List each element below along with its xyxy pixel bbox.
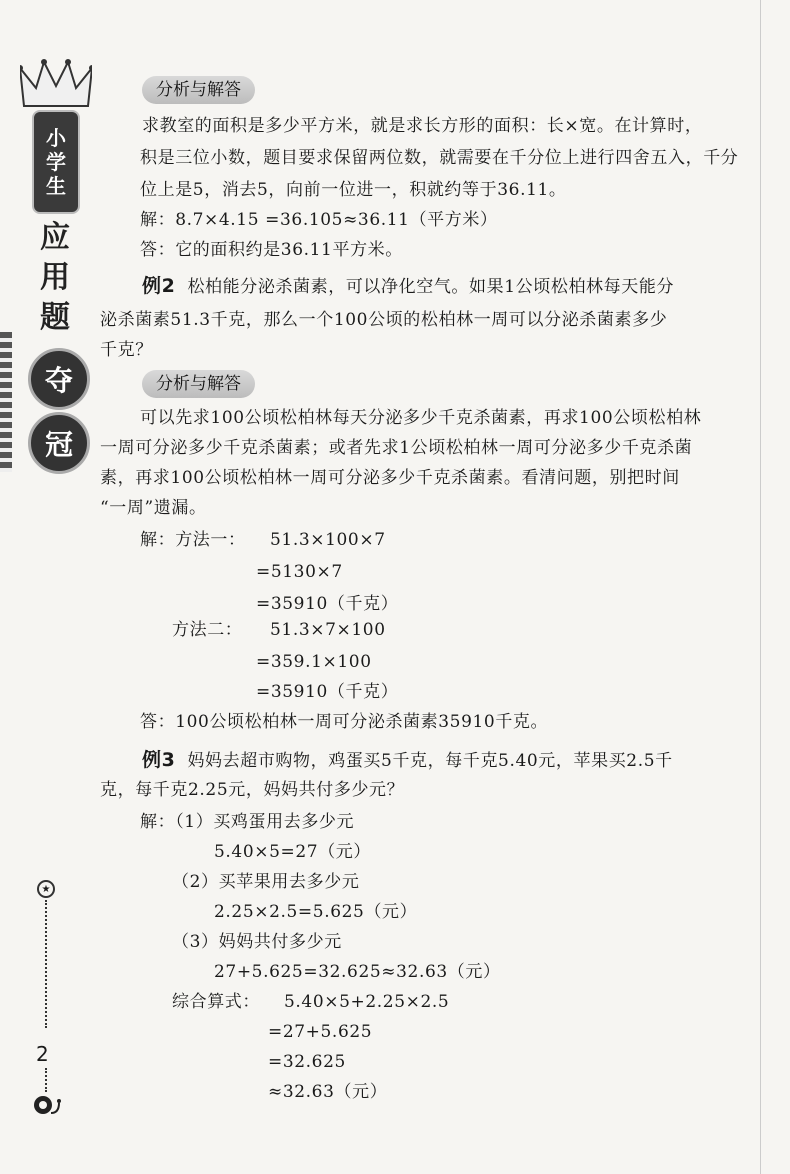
analysis-tag: 分析与解答 bbox=[142, 76, 255, 104]
book-title-char: 题 bbox=[40, 300, 70, 335]
answer-text: 100公顷松柏林一周可分泌杀菌素35910千克。 bbox=[175, 712, 549, 732]
answer-line bbox=[140, 234, 403, 266]
calc-line: 51.3×100×7 bbox=[270, 530, 386, 550]
combined-label: 综合算式： bbox=[172, 992, 260, 1012]
calc-line: 5.40×5+2.25×2.5 bbox=[284, 992, 450, 1012]
answer-label: 答： bbox=[140, 240, 176, 260]
page-edge bbox=[760, 0, 761, 1174]
calc-line: =27+5.625 bbox=[268, 1022, 373, 1042]
series-title-char: 学 bbox=[46, 150, 66, 174]
example-label: 例3 bbox=[142, 749, 176, 771]
answer-text: 它的面积约是36.11平方米。 bbox=[175, 240, 403, 260]
solution-label: 解： bbox=[140, 210, 176, 230]
crown-icon bbox=[20, 58, 92, 110]
dotted-line bbox=[45, 1068, 47, 1092]
book-title-char: 应 bbox=[40, 220, 70, 255]
star-icon: ★ bbox=[37, 880, 55, 898]
method-label: 方法二： bbox=[172, 620, 243, 640]
snail-icon bbox=[33, 1093, 61, 1115]
example-line bbox=[142, 744, 673, 777]
page-number: 2 bbox=[36, 1042, 49, 1066]
series-title-char: 生 bbox=[46, 174, 66, 198]
solution-line bbox=[140, 204, 498, 236]
calc-line: 5.40×5=27（元） bbox=[214, 842, 371, 862]
answer-line bbox=[140, 706, 548, 738]
paragraph-line: 积是三位小数，题目要求保留两位数，就需要在千分位上进行四舍五入，千分 bbox=[140, 148, 739, 168]
dotted-line bbox=[45, 900, 47, 1028]
calc-line: ≈32.63（元） bbox=[268, 1082, 388, 1102]
series-title bbox=[32, 110, 80, 214]
series-title-char: 小 bbox=[46, 126, 66, 150]
decorative-strip bbox=[0, 332, 12, 472]
example-line: 千克？ bbox=[100, 340, 153, 360]
solution-label-text: 解： bbox=[140, 530, 176, 550]
badge-char: 夺 bbox=[44, 364, 73, 397]
analysis-tag: 分析与解答 bbox=[142, 370, 255, 398]
step-title: （1）买鸡蛋用去多少元 bbox=[175, 812, 355, 832]
example-label: 例2 bbox=[142, 275, 176, 297]
method-label: 方法一： bbox=[175, 530, 246, 550]
solution-line bbox=[140, 806, 354, 838]
calc-line: =32.625 bbox=[268, 1052, 346, 1072]
paragraph-line: 可以先求100公顷松柏林每天分泌多少千克杀菌素，再求100公顷松柏林 bbox=[140, 408, 702, 428]
badge-char: 冠 bbox=[44, 428, 73, 461]
example-line: 克，每千克2.25元，妈妈共付多少元？ bbox=[100, 780, 405, 800]
calc-line: =35910（千克） bbox=[256, 682, 399, 702]
sidebar bbox=[0, 0, 100, 1174]
calc-line: =5130×7 bbox=[256, 562, 343, 582]
paragraph-line: “一周”遗漏。 bbox=[100, 498, 207, 518]
title-badge bbox=[28, 412, 90, 474]
solution-text: 8.7×4.15 =36.105≈36.11（平方米） bbox=[175, 210, 498, 230]
solution-label: 解： bbox=[140, 812, 176, 832]
example-text: 松柏能分泌杀菌素，可以净化空气。如果1公顷松柏林每天能分 bbox=[187, 277, 675, 297]
example-text: 妈妈去超市购物，鸡蛋买5千克，每千克5.40元，苹果买2.5千 bbox=[187, 751, 673, 771]
calc-line: =35910（千克） bbox=[256, 594, 399, 614]
book-title bbox=[30, 218, 80, 338]
page-content bbox=[100, 0, 760, 1174]
title-badge bbox=[28, 348, 90, 410]
step-title: （2）买苹果用去多少元 bbox=[172, 872, 360, 892]
example-line: 泌杀菌素51.3千克，那么一个100公顷的松柏林一周可以分泌杀菌素多少 bbox=[100, 310, 668, 330]
step-title: （3）妈妈共付多少元 bbox=[172, 932, 342, 952]
paragraph-line: 位上是5，消去5，向前一位进一，积就约等于36.11。 bbox=[140, 180, 567, 200]
paragraph-line: 求教室的面积是多少平方米，就是求长方形的面积：长×宽。在计算时， bbox=[142, 116, 703, 136]
paragraph-line: 一周可分泌多少千克杀菌素；或者先求1公顷松柏林一周可分泌多少千克杀菌 bbox=[100, 438, 693, 458]
answer-label: 答： bbox=[140, 712, 176, 732]
calc-line: 2.25×2.5=5.625（元） bbox=[214, 902, 418, 922]
example-line bbox=[142, 270, 674, 303]
calc-line: =359.1×100 bbox=[256, 652, 372, 672]
calc-line: 51.3×7×100 bbox=[270, 620, 386, 640]
calc-line: 27+5.625=32.625≈32.63（元） bbox=[214, 962, 501, 982]
solution-label bbox=[140, 524, 246, 556]
paragraph-line: 素，再求100公顷松柏林一周可分泌多少千克杀菌素。看清问题，别把时间 bbox=[100, 468, 680, 488]
book-title-char: 用 bbox=[40, 260, 70, 295]
